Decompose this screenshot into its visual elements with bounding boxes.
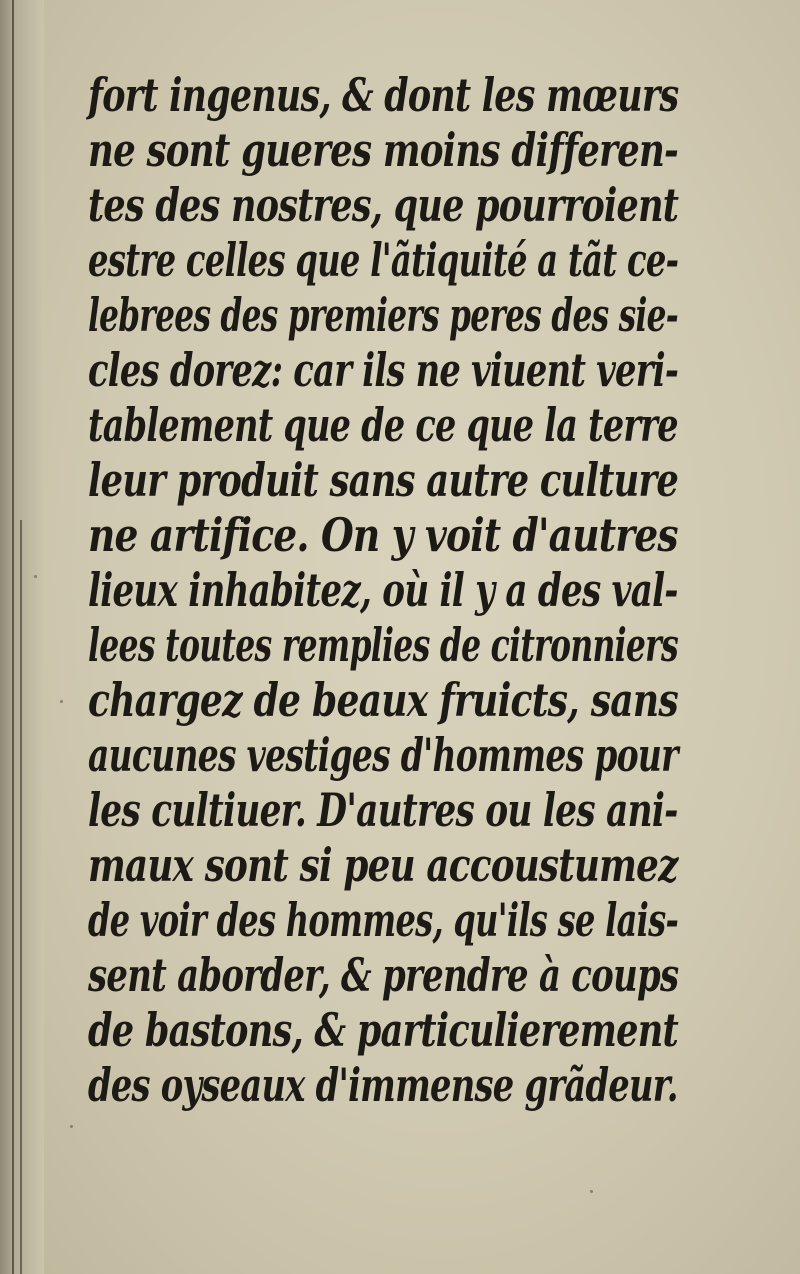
text-line: fort ingenus, & dont les mœurs [88, 68, 679, 122]
text-line: lees toutes remplies de citronniers [88, 618, 679, 672]
paper-speck [60, 700, 63, 703]
text-line: des oyseaux d'immense grãdeur. [88, 1058, 678, 1112]
text-line: tablement que de ce que la terre [88, 398, 678, 452]
text-line: estre celles que l'ãtiquité a tãt ce- [88, 233, 679, 287]
text-line: les cultiuer. D'autres ou les ani- [88, 783, 678, 837]
text-line: ne artifice. On y voit d'autres [88, 508, 678, 562]
text-line: chargez de beaux fruicts, sans [88, 673, 678, 727]
text-line: lebrees des premiers peres des sie- [88, 288, 679, 342]
text-line: sent aborder, & prendre à coups [88, 948, 679, 1002]
binding-edge-inner [20, 520, 22, 1274]
text-line: cles dorez: car ils ne viuent veri- [88, 343, 679, 397]
text-line: de voir des hommes, qu'ils se lais- [88, 893, 679, 947]
text-line: leur produit sans autre culture [88, 453, 679, 507]
text-line: lieux inhabitez, où il y a des val- [88, 563, 678, 617]
text-line: ne sont gueres moins differen- [88, 123, 679, 177]
paper-speck [34, 575, 37, 578]
body-text [88, 68, 679, 1113]
paper-speck [70, 1125, 73, 1128]
text-line: maux sont si peu accoustumez [88, 838, 678, 892]
paper-speck [590, 1190, 593, 1193]
text-line: de bastons, & particulierement [88, 1003, 678, 1057]
page-gutter [0, 0, 44, 1274]
text-line: tes des nostres, que pourroient [88, 178, 679, 232]
binding-edge [12, 0, 14, 1274]
text-line: aucunes vestiges d'hommes pour [88, 728, 678, 782]
